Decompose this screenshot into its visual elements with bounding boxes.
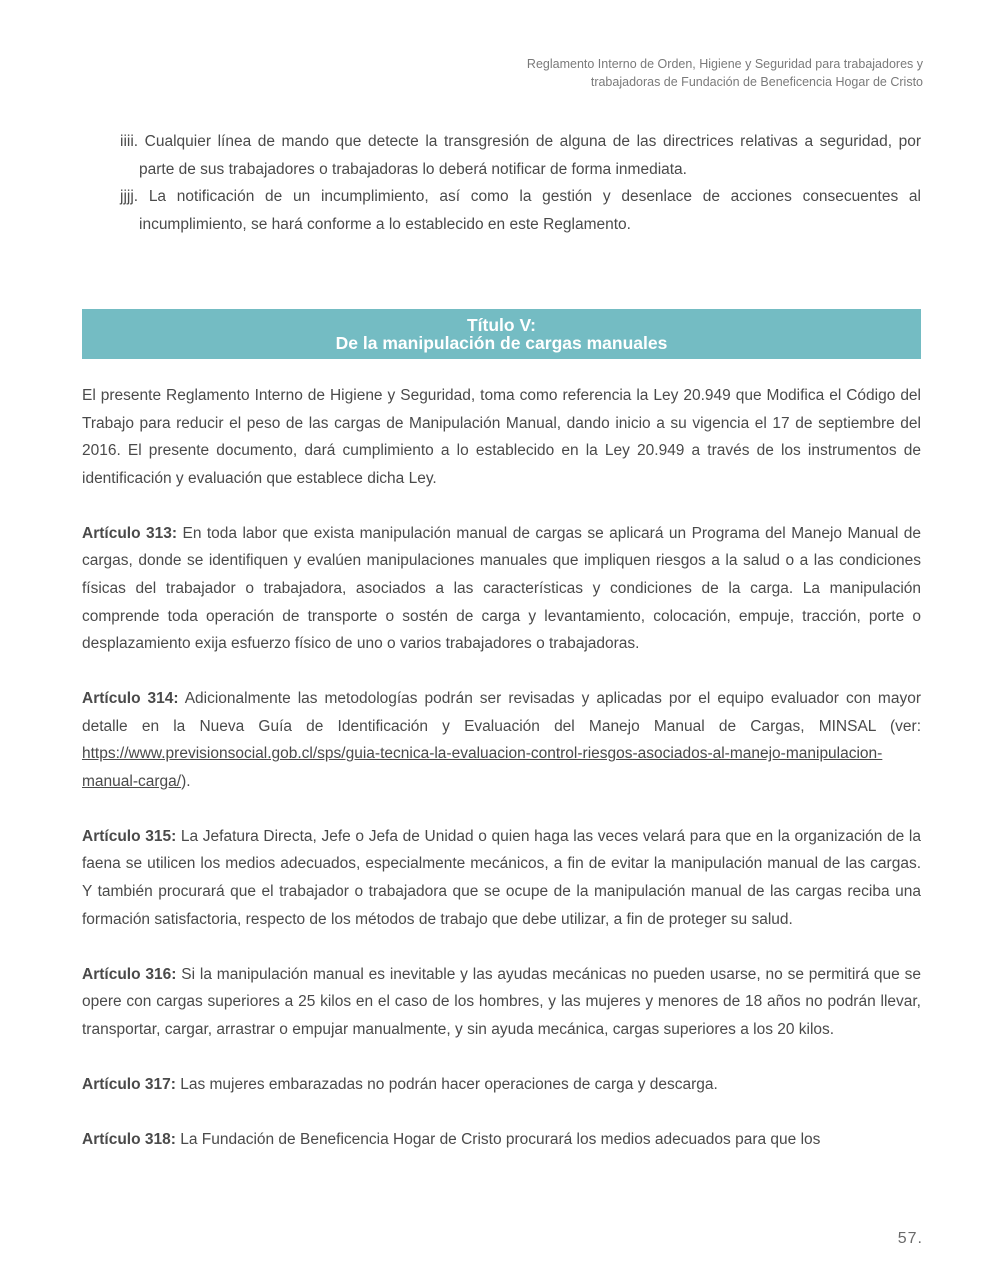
article-314 xyxy=(82,685,921,795)
running-header xyxy=(323,55,923,91)
article-label: Artículo 314: xyxy=(82,690,179,708)
intro-paragraph: El presente Reglamento Interno de Higiene y Seguridad, toma como referencia la Ley 20.949 que Modifica el Código del Trabajo para reducir el peso de las cargas de Manipulación Manual, dando inicio a su vigencia el 17 de septiembre del 2016. El presente documento, dará cumplimiento a lo establecido en la Ley 20.949 a través de los instrumentos de identificación y evaluación que establece dicha Ley. xyxy=(82,387,921,487)
list-item-text: Cualquier línea de mando que detecte la transgresión de alguna de las directrices relativas a seguridad, por parte de sus trabajadores o trabajadoras lo deberá notificar de forma inmediata. xyxy=(138,133,921,178)
section-body xyxy=(82,382,921,1153)
article-label: Artículo 317: xyxy=(82,1075,176,1093)
article-316 xyxy=(82,961,921,1044)
article-text-tail: ). xyxy=(181,772,191,790)
running-header-line-1: Reglamento Interno de Orden, Higiene y Seguridad para trabajadores y xyxy=(526,57,923,71)
article-text: En toda labor que exista manipulación manual de cargas se aplicará un Programa del Manejo Manual de cargas, donde se identifiquen y evalúen manipulaciones manuales que impliquen riesgos a la salud o a las condiciones físicas del trabajador o trabajadora, asociados a las características y condiciones de la carga. La manipulación comprende toda operación de transporte o sostén de carga y levantamiento, colocación, empuje, tracción, porte o desplazamiento exija esfuerzo físico de uno o varios trabajadores o trabajadoras. xyxy=(82,524,921,653)
section-title-banner xyxy=(82,309,921,359)
list-item-text: La notificación de un incumplimiento, así como la gestión y desenlace de acciones consecuentes al incumplimiento, se hará conforme a lo establecido en este Reglamento. xyxy=(138,188,921,233)
running-header-line-2: trabajadoras de Fundación de Beneficencia Hogar de Cristo xyxy=(590,75,923,89)
article-label: Artículo 316: xyxy=(82,965,177,983)
section-title-number: Título V: xyxy=(466,315,537,335)
list-marker: iiii. xyxy=(120,133,139,150)
page-number: 57. xyxy=(897,1230,923,1247)
article-text: Las mujeres embarazadas no podrán hacer operaciones de carga y descarga. xyxy=(175,1075,718,1093)
article-label: Artículo 313: xyxy=(82,524,178,542)
article-318 xyxy=(82,1126,921,1154)
list-item xyxy=(120,183,921,238)
article-text: La Fundación de Beneficencia Hogar de Cristo procurará los medios adecuados para que los xyxy=(175,1130,821,1148)
section-title-heading: De la manipulación de cargas manuales xyxy=(335,333,668,353)
list-marker: jjjj. xyxy=(120,188,139,206)
article-text: Adicionalmente las metodologías podrán ser revisadas y aplicadas por el equipo evaluador con mayor detalle en la Nueva Guía de Identificación y Evaluación del Manejo Manual de Cargas, MINSAL (ver: xyxy=(82,690,921,735)
directive-list xyxy=(120,128,921,238)
article-315 xyxy=(82,823,921,933)
article-317 xyxy=(82,1071,921,1099)
article-text: La Jefatura Directa, Jefe o Jefa de Unidad o quien haga las veces velará para que en la organización de la faena se utilicen los medios adecuados, especialmente mecánicos, a fin de evitar la manipulación manual de las cargas. Y también procurará que el trabajador o trabajadora que se ocupe de la manipulación manual de las cargas reciba una formación satisfactoria, respecto de los métodos de trabajo que debe utilizar, a fin de proteger su salud. xyxy=(82,827,921,928)
article-313 xyxy=(82,520,921,658)
list-item xyxy=(120,128,921,183)
article-label: Artículo 315: xyxy=(82,827,177,845)
article-text: Si la manipulación manual es inevitable y las ayudas mecánicas no pueden usarse, no se permitirá que se opere con cargas superiores a 25 kilos en el caso de los hombres, y las mujeres y menores de 18 años no podrán llevar, transportar, cargar, arrastrar o empujar manualmente, y sin ayuda mecánica, cargas superiores a los 20 kilos. xyxy=(82,965,921,1038)
minsal-guide-link[interactable]: https://www.previsionsocial.gob.cl/sps/guia-tecnica-la-evaluacion-control-riesgos-asociados-al-manejo-manipulacion-manual-carga/ xyxy=(82,745,883,790)
article-label: Artículo 318: xyxy=(82,1130,176,1148)
